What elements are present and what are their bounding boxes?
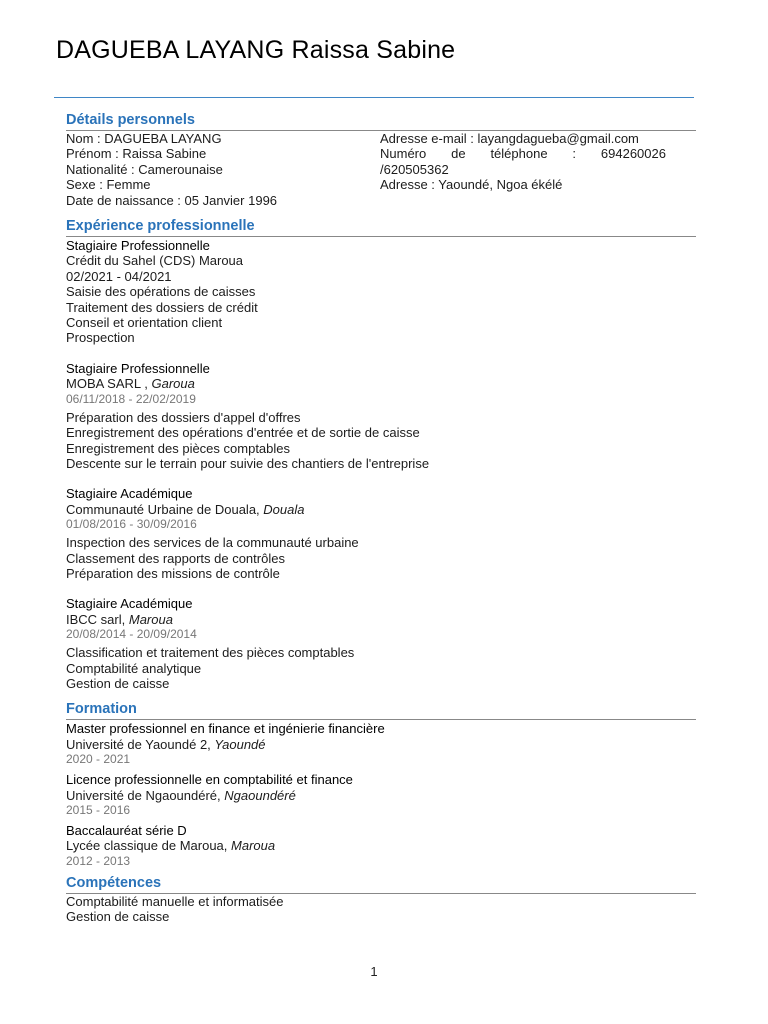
formation-school-name: Université de Ngaoundéré, <box>66 787 221 803</box>
experience-org-name: MOBA SARL , <box>66 376 148 392</box>
formation-city: Ngaoundéré <box>224 787 296 803</box>
personal-nom: Nom : DAGUEBA LAYANG <box>66 131 222 146</box>
resume-content <box>66 112 696 925</box>
section-title-skills: Compétences <box>66 875 696 894</box>
formation-city: Maroua <box>231 838 276 854</box>
section-formation <box>66 701 696 868</box>
personal-right-column <box>380 131 666 208</box>
experience-role: Stagiaire Professionnelle <box>66 238 210 254</box>
experience-city: Maroua <box>128 611 173 627</box>
formation-years: 2015 - 2016 <box>66 803 131 817</box>
phone-word-3: téléphone <box>490 146 548 162</box>
personal-details <box>66 131 696 208</box>
experience-task: Enregistrement des pièces comptables <box>66 440 291 456</box>
experience-task: Classification et traitement des pièces comptables <box>66 645 355 661</box>
experience-item <box>66 238 696 346</box>
personal-sexe: Sexe : Femme <box>66 177 151 193</box>
personal-phone-cont: /620505362 <box>380 161 449 177</box>
personal-phone <box>380 146 666 161</box>
experience-org-name: IBCC sarl, <box>66 611 126 627</box>
formation-school-name: Université de Yaoundé 2, <box>66 736 211 752</box>
experience-task: Gestion de caisse <box>66 675 170 691</box>
experience-dates: 01/08/2016 - 30/09/2016 <box>66 517 197 532</box>
experience-org <box>66 502 696 517</box>
experience-dates: 02/2021 - 04/2021 <box>66 268 172 284</box>
experience-role: Stagiaire Professionnelle <box>66 360 210 376</box>
experience-task: Préparation des missions de contrôle <box>66 565 280 581</box>
experience-task: Conseil et orientation client <box>66 315 223 331</box>
phone-word-2: de <box>451 146 466 162</box>
formation-school <box>66 737 696 752</box>
experience-dates: 06/11/2018 - 22/02/2019 <box>66 391 196 406</box>
experience-role: Stagiaire Académique <box>66 596 193 612</box>
experience-role: Stagiaire Académique <box>66 486 193 502</box>
formation-degree: Master professionnel en finance et ingénierie financière <box>66 721 385 737</box>
formation-years: 2012 - 2013 <box>66 853 131 868</box>
experience-task: Comptabilité analytique <box>66 660 202 676</box>
experience-task: Enregistrement des opérations d'entrée et de sortie de caisse <box>66 425 420 441</box>
experience-org-name: Communauté Urbaine de Douala, <box>66 501 260 517</box>
personal-naissance: Date de naissance : 05 Janvier 1996 <box>66 192 278 208</box>
experience-task: Traitement des dossiers de crédit <box>66 299 258 315</box>
formation-years: 2020 - 2021 <box>66 752 131 767</box>
experience-task: Prospection <box>66 330 135 346</box>
experience-city: Douala <box>263 501 305 517</box>
personal-left-column <box>66 131 380 208</box>
section-experience <box>66 218 696 691</box>
section-personal <box>66 112 696 208</box>
personal-email: Adresse e-mail : layangdagueba@gmail.com <box>380 131 639 146</box>
skill-item: Gestion de caisse <box>66 909 170 925</box>
experience-dates: 20/08/2014 - 20/09/2014 <box>66 627 197 642</box>
formation-item <box>66 721 696 767</box>
header-divider <box>54 97 694 98</box>
experience-task: Inspection des services de la communauté urbaine <box>66 535 359 551</box>
phone-word-1: Numéro <box>380 146 427 162</box>
experience-item <box>66 361 696 471</box>
section-title-formation: Formation <box>66 701 696 720</box>
experience-task: Descente sur le terrain pour suivie des chantiers de l'entreprise <box>66 455 430 471</box>
formation-school-name: Lycée classique de Maroua, <box>66 838 228 854</box>
section-skills <box>66 875 696 925</box>
section-title-experience: Expérience professionnelle <box>66 218 696 237</box>
personal-nationalite: Nationalité : Camerounaise <box>66 161 223 177</box>
experience-org <box>66 612 696 627</box>
experience-task: Classement des rapports de contrôles <box>66 550 285 566</box>
experience-item <box>66 596 696 691</box>
experience-task: Saisie des opérations de caisses <box>66 284 256 300</box>
personal-prenom: Prénom : Raissa Sabine <box>66 146 207 162</box>
section-title-personal: Détails personnels <box>66 112 696 131</box>
formation-degree: Licence professionnelle en comptabilité et finance <box>66 772 353 788</box>
personal-address: Adresse : Yaoundé, Ngoa ékélé <box>380 177 563 193</box>
formation-school <box>66 788 696 803</box>
experience-org: Crédit du Sahel (CDS) Maroua <box>66 253 244 269</box>
resume-name: DAGUEBA LAYANG Raissa Sabine <box>56 36 456 64</box>
formation-degree: Baccalauréat série D <box>66 823 187 838</box>
phone-word-5: 694260026 <box>600 146 666 162</box>
page-number: 1 <box>370 964 378 979</box>
experience-city: Garoua <box>151 376 195 392</box>
skill-item: Comptabilité manuelle et informatisée <box>66 893 284 909</box>
formation-item <box>66 823 696 869</box>
formation-city: Yaoundé <box>214 736 266 752</box>
experience-item <box>66 486 696 581</box>
experience-task: Préparation des dossiers d'appel d'offres <box>66 409 301 425</box>
formation-item <box>66 772 696 818</box>
experience-org <box>66 376 696 391</box>
formation-school <box>66 838 696 853</box>
phone-word-4: : <box>572 146 577 162</box>
